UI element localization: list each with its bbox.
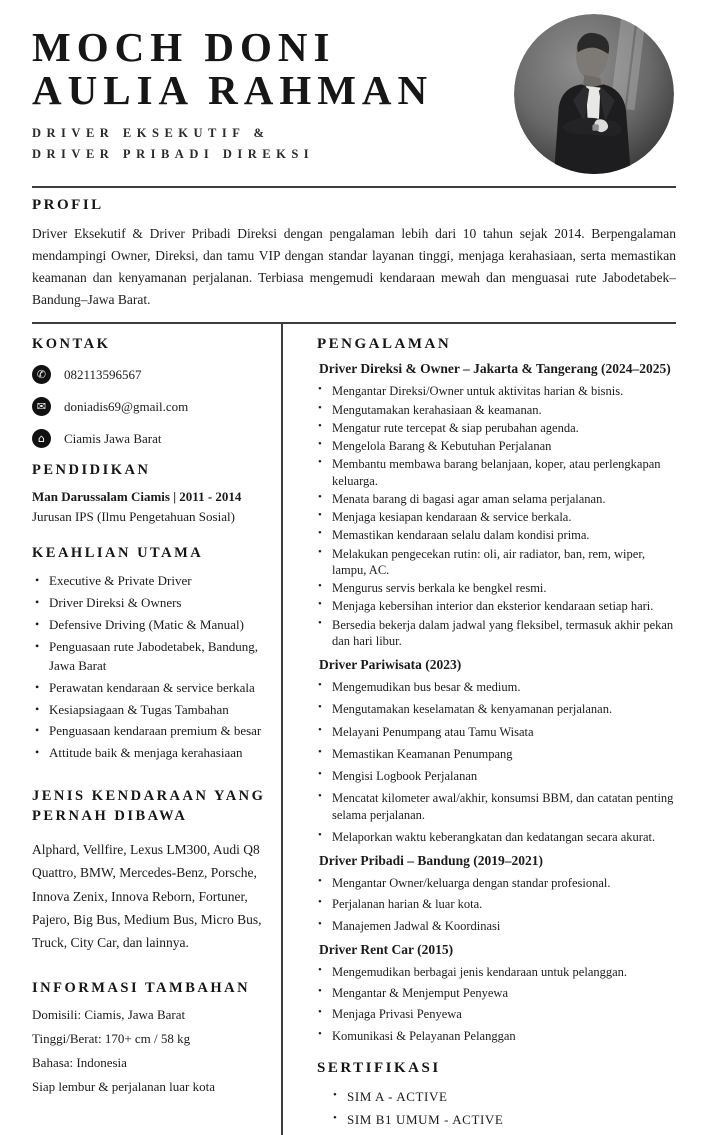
job-bullet: • Mengemudikan bus besar & medium. xyxy=(317,679,676,695)
job-title-text: Driver Pribadi – Bandung (2019–2021) xyxy=(319,853,544,869)
job-bullet: • Melaporkan waktu keberangkatan dan kedatangan secara akurat. xyxy=(317,829,676,845)
job-bullet: • Mengurus servis berkala ke bengkel resmi. xyxy=(317,580,676,596)
job-bullet: • Mencatat kilometer awal/akhir, konsumsi BBM, dan catatan penting selama perjalanan. xyxy=(317,790,676,823)
job-bullet: • Mengatur rute tercepat & siap perubahan agenda. xyxy=(317,420,676,436)
section-pendidikan xyxy=(32,462,267,525)
job-bullet: • Mengutamakan kerahasiaan & keamanan. xyxy=(317,402,676,418)
job-bullet: • Mengantar & Menjemput Penyewa xyxy=(317,985,676,1001)
kontak-heading: KONTAK xyxy=(32,336,111,353)
info-line: Bahasa: Indonesia xyxy=(32,1055,127,1071)
job-bullet: • Mengelola Barang & Kebutuhan Perjalanan xyxy=(317,438,676,454)
kontak-item-location xyxy=(32,429,267,448)
email-address: doniadis69@gmail.com xyxy=(64,398,189,414)
profile-photo xyxy=(514,14,674,174)
section-kendaraan xyxy=(32,787,267,954)
left-column xyxy=(32,324,281,1135)
job-bullet: • Memastikan kendaraan selalu dalam kondisi prima. xyxy=(317,527,676,543)
job-bullet: • Bersedia bekerja dalam jadwal yang fleksibel, termasuk akhir pekan dan hari libur. xyxy=(317,617,676,650)
kendaraan-heading-line-1: JENIS KENDARAAN YANG xyxy=(32,788,266,805)
home-icon: ⌂ xyxy=(32,429,51,448)
header xyxy=(32,26,676,184)
skill-item: • Penguasaan rute Jabodetabek, Bandung, Jawa Barat xyxy=(32,638,267,676)
job-bullet: • Menjaga Privasi Penyewa xyxy=(317,1006,676,1022)
kontak-item-email xyxy=(32,397,267,416)
kontak-item-phone xyxy=(32,365,267,384)
profil-heading: PROFIL xyxy=(32,197,104,213)
keahlian-heading: KEAHLIAN UTAMA xyxy=(32,545,204,562)
kendaraan-heading xyxy=(32,787,267,826)
section-profil xyxy=(32,188,676,322)
location-text: Ciamis Jawa Barat xyxy=(64,430,162,446)
section-pengalaman xyxy=(317,336,676,1044)
kontak-list xyxy=(32,365,267,448)
job-bullet: • Mengantar Direksi/Owner untuk aktivitas harian & bisnis. xyxy=(317,383,676,399)
job-title-text: Driver Direksi & Owner – Jakarta & Tangerang (2024–2025) xyxy=(319,361,671,377)
skill-list xyxy=(32,572,267,763)
job-bullet-list xyxy=(317,964,676,1044)
cert-list xyxy=(333,1089,676,1128)
job-bullet: • Menjaga kebersihan interior dan eksterior kendaraan setiap hari. xyxy=(317,598,676,614)
phone-number: 082113596567 xyxy=(64,366,142,382)
job-bullet: • Melayani Penumpang atau Tamu Wisata xyxy=(317,724,676,740)
two-column-body xyxy=(32,324,676,1135)
name-line-1: MOCH DONI xyxy=(32,24,336,70)
job-bullet: • Melakukan pengecekan rutin: oli, air radiator, ban, rem, wiper, lampu, AC. xyxy=(317,546,676,579)
job-bullet: • Menata barang di bagasi agar aman selama perjalanan. xyxy=(317,491,676,507)
job-entry xyxy=(317,853,676,934)
section-keahlian xyxy=(32,545,267,763)
job-list xyxy=(317,361,676,1044)
job-title-line-2: DRIVER PRIBADI DIREKSI xyxy=(32,147,315,162)
job-title-text: Driver Pariwisata (2023) xyxy=(319,657,462,673)
section-informasi xyxy=(32,980,267,1099)
job-entry xyxy=(317,361,676,649)
job-bullet-list xyxy=(317,875,676,934)
job-bullet: • Perjalanan harian & luar kota. xyxy=(317,896,676,912)
education-major: Jurusan IPS (Ilmu Pengetahuan Sosial) xyxy=(32,509,235,525)
job-bullet: • Mengisi Logbook Perjalanan xyxy=(317,768,676,784)
education-school: Man Darussalam Ciamis | 2011 - 2014 xyxy=(32,489,242,505)
skill-item: • Defensive Driving (Matic & Manual) xyxy=(32,616,267,635)
job-bullet: • Mengutamakan keselamatan & kenyamanan perjalanan. xyxy=(317,701,676,717)
skill-item: • Executive & Private Driver xyxy=(32,572,267,591)
job-title-line-1: DRIVER EKSEKUTIF & xyxy=(32,125,270,140)
skill-item: • Driver Direksi & Owners xyxy=(32,594,267,613)
email-icon: ✉ xyxy=(32,397,51,416)
cert-item: • SIM B1 UMUM - ACTIVE xyxy=(333,1112,676,1128)
sertifikasi-heading: SERTIFIKASI xyxy=(317,1059,441,1076)
job-entry xyxy=(317,942,676,1044)
info-line: Tinggi/Berat: 170+ cm / 58 kg xyxy=(32,1031,191,1047)
skill-item: • Attitude baik & menjaga kerahasiaan xyxy=(32,744,267,763)
informasi-heading: INFORMASI TAMBAHAN xyxy=(32,980,251,997)
right-column xyxy=(283,324,676,1135)
pendidikan-heading: PENDIDIKAN xyxy=(32,462,151,479)
name-line-2: AULIA RAHMAN xyxy=(32,67,434,114)
info-line: Siap lembur & perjalanan luar kota xyxy=(32,1079,216,1095)
info-list xyxy=(32,1003,267,1099)
job-bullet-list xyxy=(317,383,676,649)
skill-item: • Kesiapsiagaan & Tugas Tambahan xyxy=(32,701,267,720)
pengalaman-heading: PENGALAMAN xyxy=(317,336,452,353)
info-line: Domisili: Ciamis, Jawa Barat xyxy=(32,1007,186,1023)
job-entry xyxy=(317,657,676,845)
job-bullet: • Mengemudikan berbagai jenis kendaraan untuk pelanggan. xyxy=(317,964,676,980)
section-kontak xyxy=(32,336,267,448)
job-bullet-list xyxy=(317,679,676,845)
job-bullet: • Memastikan Keamanan Penumpang xyxy=(317,746,676,762)
section-sertifikasi xyxy=(317,1060,676,1128)
portrait-illustration xyxy=(514,14,674,174)
phone-icon: ✆ xyxy=(32,365,51,384)
profil-text: Driver Eksekutif & Driver Pribadi Direksi dengan pengalaman lebih dari 10 tahun sejak 2014. Berpengalaman mendampingi Owner, Direksi, dan tamu VIP dengan standar layanan tinggi, menjaga kerahasiaan, serta memastikan keamanan dan kenyamanan perjalanan. Terbiasa mengemudi kendaraan mewah dan menguasai rute Jabodetabek–Bandung–Jawa Barat. xyxy=(32,226,676,307)
job-title-text: Driver Rent Car (2015) xyxy=(319,941,454,957)
kendaraan-text: Alphard, Vellfire, Lexus LM300, Audi Q8 Quattro, BMW, Mercedes-Benz, Porsche, Innova Zenix, Innova Reborn, Fortuner, Pajero, Big Bus, Medium Bus, Micro Bus, Truck, City Car, dan lainnya. xyxy=(32,842,262,951)
skill-item: • Perawatan kendaraan & service berkala xyxy=(32,679,267,698)
job-bullet: • Membantu membawa barang belanjaan, koper, atau perlengkapan keluarga. xyxy=(317,456,676,489)
cert-item: • SIM A - ACTIVE xyxy=(333,1089,676,1105)
skill-item: • Penguasaan kendaraan premium & besar xyxy=(32,722,267,741)
job-bullet: • Manajemen Jadwal & Koordinasi xyxy=(317,918,676,934)
job-bullet: • Mengantar Owner/keluarga dengan standar profesional. xyxy=(317,875,676,891)
job-bullet: • Komunikasi & Pelayanan Pelanggan xyxy=(317,1028,676,1044)
kendaraan-heading-line-2: PERNAH DIBAWA xyxy=(32,807,188,824)
job-bullet: • Menjaga kesiapan kendaraan & service berkala. xyxy=(317,509,676,525)
